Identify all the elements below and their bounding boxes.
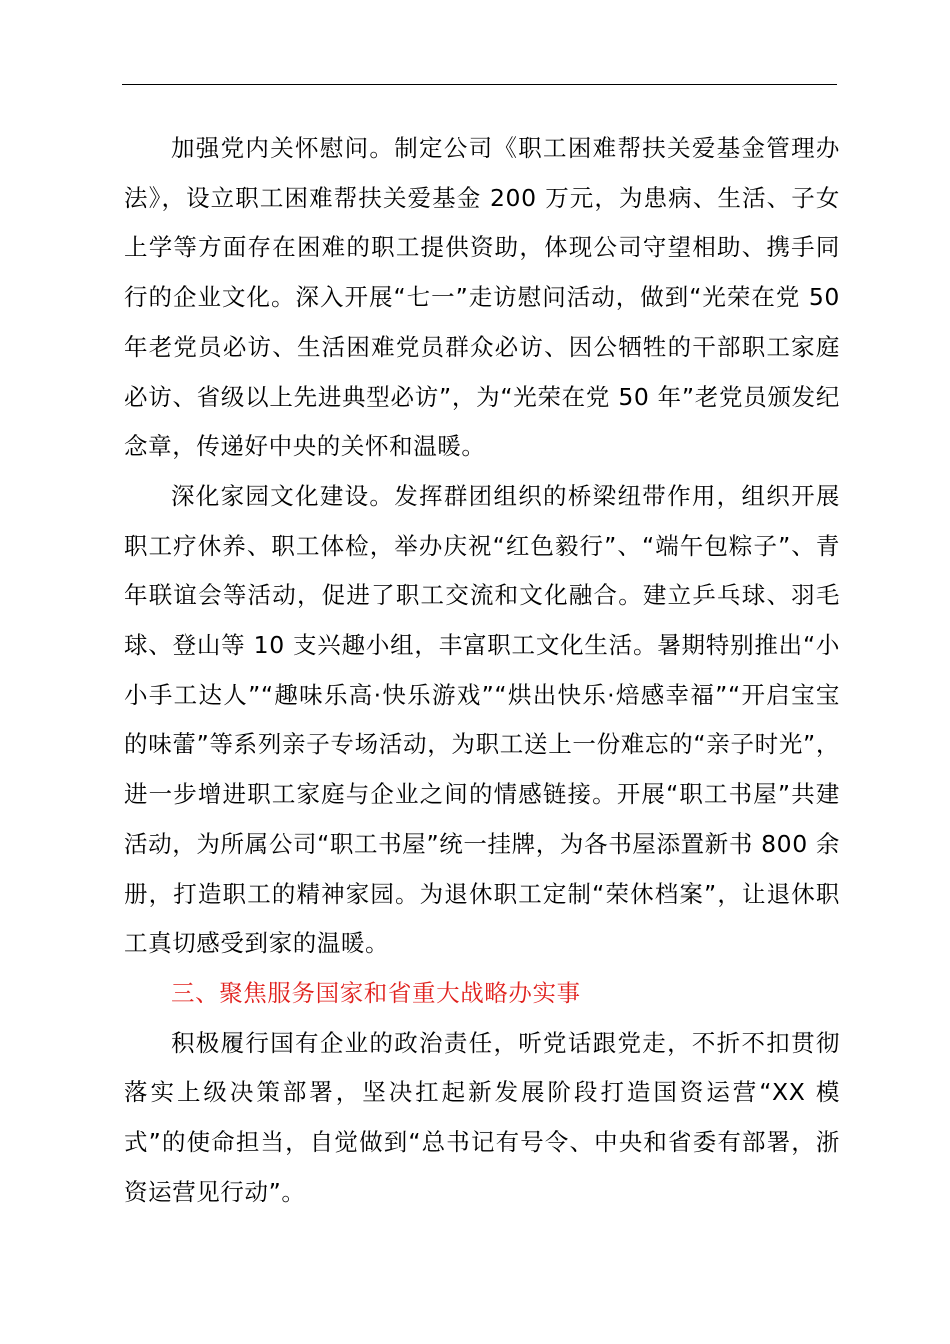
- paragraph-political-duty: 积极履行国有企业的政治责任，听党话跟党走，不折不扣贯彻落实上级决策部署，坚决扛起新发展阶段打造国资运营“XX 模式”的使命担当，自觉做到“总书记有号令、中央和省委有部署，浙资运营见行动”。: [124, 1028, 840, 1206]
- header-rule: [122, 84, 837, 85]
- paragraph-home-culture: 深化家园文化建设。发挥群团组织的桥梁纽带作用，组织开展职工疗休养、职工体检，举办庆祝“红色毅行”、“端午包粽子”、青年联谊会等活动，促进了职工交流和文化融合。建立乒乓球、羽毛球、登山等 10 支兴趣小组，丰富职工文化生活。暑期特别推出“小小手工达人”“趣味乐高·快乐游戏”“烘出快乐·焙感幸福”“开启宝宝的味蕾”等系列亲子专场活动，为职工送上一份难忘的“亲子时光”，进一步增进职工家庭与企业之间的情感链接。开展“职工书屋”共建活动，为所属公司“职工书屋”统一挂牌，为各书屋添置新书 800 余册，打造职工的精神家园。为退休职工定制“荣休档案”，让退休职工真切感受到家的温暖。: [124, 481, 840, 958]
- section-heading: 三、聚焦服务国家和省重大战略办实事: [171, 978, 581, 1007]
- paragraph-party-care: 加强党内关怀慰问。制定公司《职工困难帮扶关爱基金管理办法》，设立职工困难帮扶关爱基金 200 万元，为患病、生活、子女上学等方面存在困难的职工提供资助，体现公司守望相助、携手同行的企业文化。深入开展“七一”走访慰问活动，做到“光荣在党 50 年老党员必访、生活困难党员群众必访、因公牺牲的干部职工家庭必访、省级以上先进典型必访”，为“光荣在党 50 年”老党员颁发纪念章，传递好中央的关怀和温暖。: [124, 134, 840, 461]
- document-body: [124, 124, 840, 1217]
